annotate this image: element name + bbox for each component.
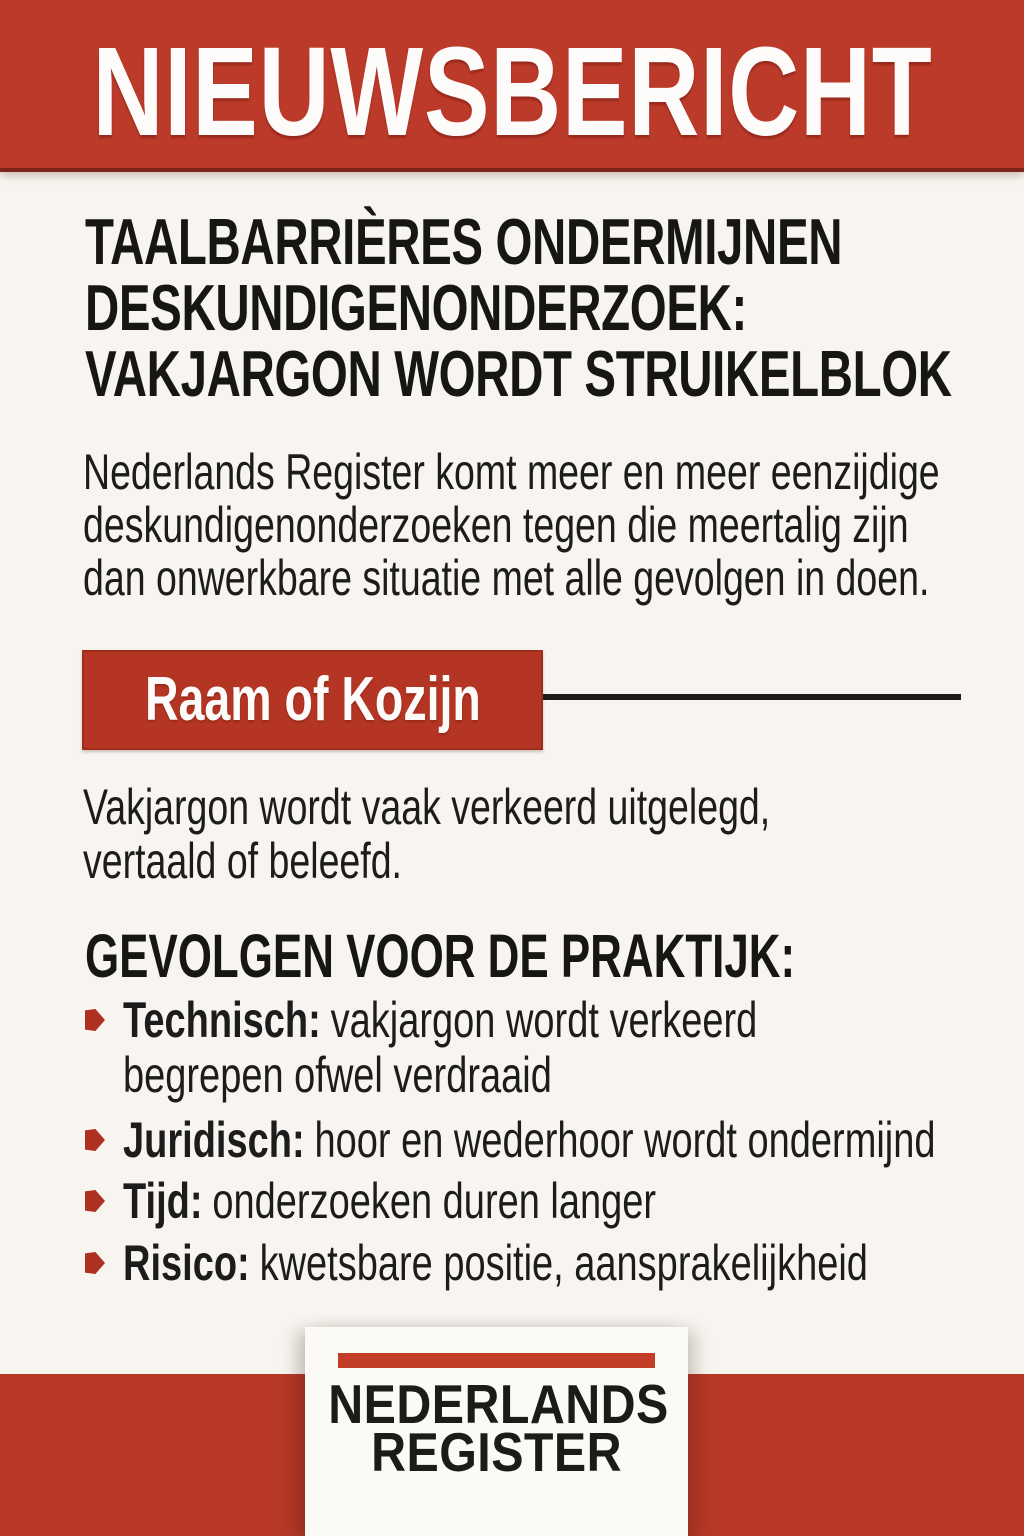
callout-box [82,650,543,750]
consequences-heading: GEVOLGEN VOOR DE PRAKTIJK: [85,922,796,990]
intro-paragraph [83,446,1024,605]
list-item-line-1 [123,1174,656,1229]
list-item-body: kwetsbare positie, aansprakelijkheid [259,1235,868,1291]
logo [305,1373,688,1483]
note-line-1: Vakjargon wordt vaak verkeerd uitgelegd, [83,779,771,835]
bullet-marker-icon [85,1129,105,1151]
list-item-juridisch [85,1113,1024,1168]
headline-line-3: VAKJARGON WORDT STRUIKELBLOK [85,337,952,410]
bullet-marker-icon [85,1252,105,1274]
note-line-2: vertaald of beleefd. [83,833,402,889]
list-item-line-1 [123,993,757,1048]
page-title: NIEUWSBERICHT [91,21,933,162]
list-item-body: hoor en wederhoor wordt ondermijnd [314,1112,936,1168]
header-band [0,0,1024,172]
intro-line-2: deskundigenonderzoeken tegen die meertalig zijn [83,497,909,553]
list-item-label: Risico: [123,1235,250,1291]
list-item-text [123,1113,1024,1168]
headline [85,205,1024,410]
list-item-body: vakjargon wordt verkeerd [330,992,758,1048]
logo-card [305,1327,688,1536]
intro-line-1: Nederlands Register komt meer en meer eenzijdige [83,444,940,500]
divider-line [543,694,961,700]
callout-label: Raam of Kozijn [144,665,481,734]
list-item-text [123,993,958,1103]
list-item-body: onderzoeken duren langer [212,1173,657,1229]
list-item-text [123,1236,1024,1291]
intro-line-3: dan onwerkbare situatie met alle gevolgen in doen. [83,550,930,606]
headline-line-2: DESKUNDIGENONDERZOEK: [85,271,747,344]
bullet-marker-icon [85,1009,105,1031]
list-item-label: Tijd: [123,1173,203,1229]
list-item-technisch [85,993,958,1103]
list-item-label: Juridisch: [123,1112,305,1168]
headline-line-1: TAALBARRIÈRES ONDERMIJNEN [85,205,843,278]
logo-line-2: REGISTER [371,1421,622,1483]
list-item-line-1 [123,1113,936,1168]
logo-bar [338,1353,655,1368]
list-item-text [123,1174,824,1229]
logo-line-1: NEDERLANDS [328,1373,669,1435]
list-item-risico [85,1236,1024,1291]
list-item-tijd [85,1174,824,1229]
list-item-label: Technisch: [123,992,321,1048]
list-item-line-1 [123,1236,868,1291]
list-item-line-2: begrepen ofwel verdraaid [123,1047,552,1103]
note-paragraph [83,780,999,888]
bullet-marker-icon [85,1190,105,1212]
